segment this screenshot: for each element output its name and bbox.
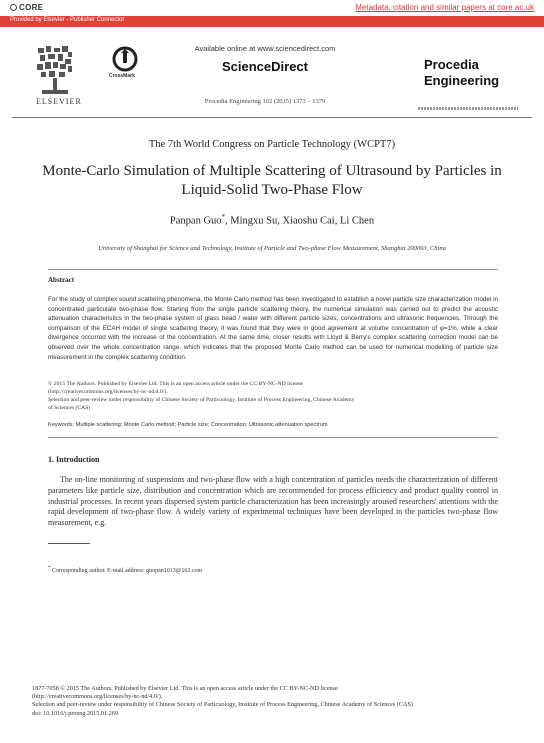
copyright-line-1: © 2015 The Authors. Published by Elsevier Ltd. This is an open access article under the CC BY-NC-ND license [48, 381, 303, 387]
copyright-block [48, 380, 498, 412]
footnote-mark: * [48, 566, 51, 571]
footnote-text: Corresponding author. E-mail address: guopan1013@163.com [50, 568, 203, 574]
author-mark: * [221, 213, 226, 221]
first-author: Panpan Guo [169, 215, 222, 227]
bottom-license-block [32, 685, 522, 718]
footnote-rule [48, 543, 90, 544]
elsevier-wordmark: ELSEVIER [36, 97, 82, 106]
core-icon [10, 4, 17, 11]
journal-reference: Procedia Engineering 102 (2015) 1373 – 1379 [204, 98, 326, 105]
core-logo[interactable] [10, 3, 43, 12]
procedia-line2: Engineering [424, 73, 500, 88]
bottom-line-2[interactable]: (http://creativecommons.org/licenses/by-nc-nd/4.0/). [32, 693, 163, 701]
paper-title: Monte-Carlo Simulation of Multiple Scattering of Ultrasound by Particles in Liquid-Solid Two-Phase Flow [42, 163, 502, 198]
header-divider [12, 117, 532, 118]
keywords-bottom-rule [48, 437, 498, 438]
core-metadata-link[interactable]: Metadata, citation and similar papers at core.ac.uk [355, 3, 534, 12]
bottom-line-1: 1877-7058 © 2015 The Authors. Published by Elsevier Ltd. This is an open access article under the CC BY-NC-ND license [32, 685, 338, 692]
copyright-line-2[interactable]: (http://creativecommons.org/licenses/by-nc-nd/4.0/). [48, 389, 168, 395]
authors [0, 213, 544, 227]
footnote [48, 566, 202, 574]
abstract-text: For the study of complex sound scattering phenomena, the Monte Carlo method has been investigated to establish a novel particle size characterization model in concentrated particulate two-phase flow. Starting from the single particle scattering theory, the numerical simulation was carried out to predict the acoustic attenuation characteristics in the two-phase system of glass bead / water with different particle sizes, concentrations and ultrasonic frequencies. Through the comparison of the ECAH model of single scattering theory, it was found that they were in good agreement at volume concentration of φ=1%, while a clear divergence occurred with the increase of the concentration. At the same time, closer results with Lloyd & Berry's complex scattering correction model can be observed over the whole concentration range, which indicates that the proposed Monte Carlo method can be used for numerical modelling of particle size measurement in the complex scattering condition. [48, 296, 498, 361]
elsevier-tree-icon [34, 44, 76, 96]
core-logo-text: CORE [19, 3, 44, 12]
available-online: Available online at www.sciencedirect.com [194, 44, 336, 53]
procedia-logo [424, 57, 499, 89]
abstract-heading: Abstract [48, 276, 75, 284]
procedia-line1: Procedia [424, 57, 479, 72]
procedia-url-line [418, 107, 518, 110]
provider-text: Provided by Elsevier - Publisher Connector [10, 17, 125, 23]
abstract-top-rule [48, 269, 498, 270]
doi[interactable]: doi: 10.1016/j.proeng.2015.01.269 [32, 709, 118, 717]
provider-bar [0, 16, 544, 27]
congress-name: The 7th World Congress on Particle Technology (WCPT7) [148, 139, 396, 150]
introduction-text: The on-line monitoring of suspensions and two-phase flow with a high concentration of particles needs the characterization of different parameters like particle size, distribution and concentration which are recommended for process efficiency and product quality control in industrial processes. In recent years dispersed system particle characterization has been increasingly aroused researchers' attentions with the rapid development of two-phase flow. A widely variety of experimental techniques have been developed in the particles two-phase flow measurement, e.g. [48, 475, 498, 528]
other-authors: , Mingxu Su, Xiaoshu Cai, Li Chen [225, 215, 375, 227]
copyright-line-3: Selection and peer-review under responsibility of Chinese Society of Particuology, Institute of Process Engineering, Chinese Academy [48, 397, 355, 403]
keywords: Keywords: Multiple scattering; Monte Carlo method; Particle size; Concentration; Ultrasonic attenuation spectrum [48, 422, 328, 428]
sciencedirect-logo: ScienceDirect [222, 59, 308, 74]
affiliation: University of Shanghai for Science and Technology, Institute of Particle and Two-phase Flow Measurement, Shanghai 200093, China [98, 245, 446, 252]
bottom-line-3: Selection and peer-review under responsibility of Chinese Society of Particuology, Institute of Process Engineering, Chinese Academy of Sciences (CAS) [32, 701, 413, 709]
crossmark-label: CrossMark [109, 73, 135, 79]
copyright-line-4: of Sciences (CAS) [48, 405, 91, 411]
section-heading-introduction: 1. Introduction [48, 455, 100, 464]
